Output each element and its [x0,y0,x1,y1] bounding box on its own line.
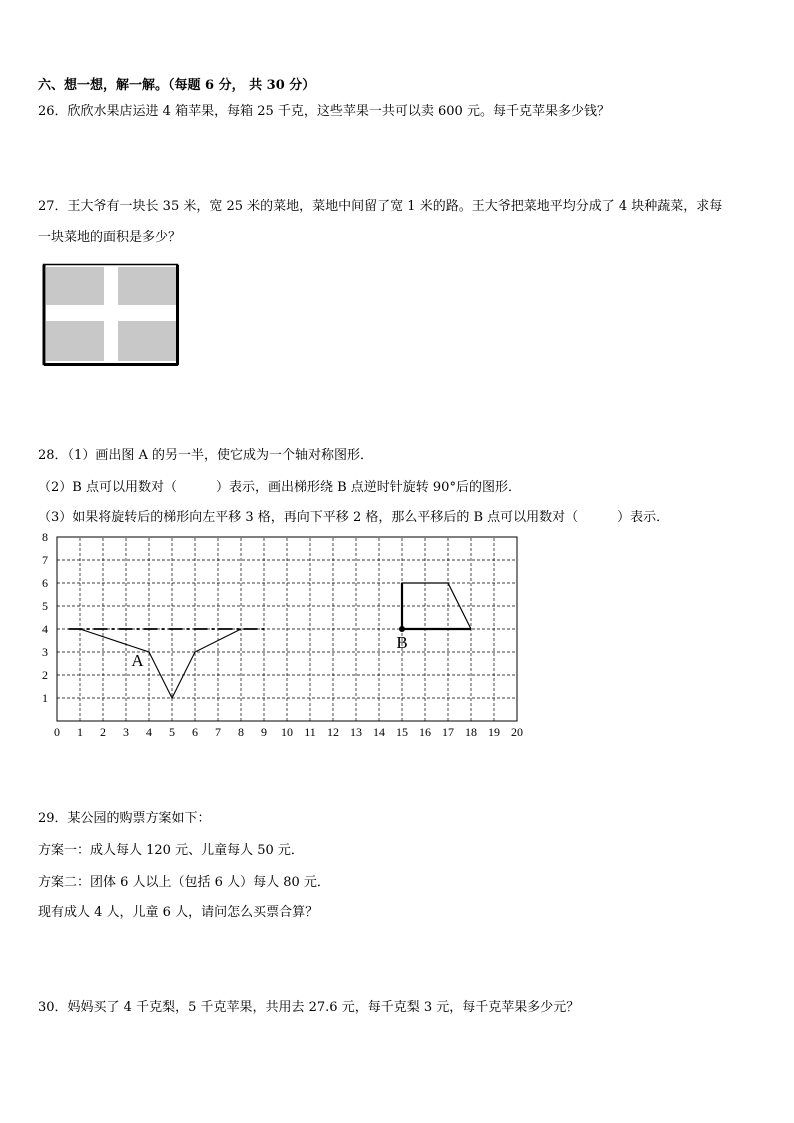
y-tick-label: 8 [42,530,48,544]
x-tick-label: 8 [238,725,244,739]
question-27-line2: 一块菜地的面积是多少？ [38,230,182,245]
y-tick-label: 7 [42,553,48,567]
y-tick-label: 4 [42,622,48,636]
x-tick-label: 4 [146,725,152,739]
x-tick-label: 15 [396,725,408,739]
question-27-line1: 27．王大爷有一块长 35 米，宽 25 米的菜地，菜地中间留了宽 1 米的路。王大爷把菜地平均分成了 4 块种蔬菜，求每 [38,199,723,214]
x-tick-label: 10 [281,725,293,739]
question-29-line3: 方案二：团体 6 人以上（包括 6 人）每人 80 元． [38,875,330,890]
question-29-line4: 现有成人 4 人，儿童 6 人，请问怎么买票合算？ [38,905,319,920]
x-tick-label: 2 [100,725,106,739]
x-tick-label: 17 [442,725,454,739]
x-tick-label: 12 [327,725,339,739]
x-tick-label: 19 [488,725,500,739]
x-tick-label: 7 [215,725,221,739]
x-tick-label: 18 [465,725,477,739]
plot-top-left [46,267,104,305]
question-29-line1: 29．某公园的购票方案如下： [38,811,211,826]
x-tick-label: 1 [77,725,83,739]
x-tick-label: 0 [54,725,60,739]
y-tick-label: 1 [42,691,48,705]
y-tick-label: 2 [42,668,48,682]
y-tick-label: 6 [42,576,48,590]
plot-top-right [118,267,176,305]
y-tick-label: 5 [42,599,48,613]
vegetable-field-diagram [42,263,179,366]
question-29-line2: 方案一：成人每人 120 元、儿童每人 50 元． [38,843,304,858]
section-heading: 六、想一想，解一解。（每题 6 分， 共 30 分） [38,78,316,93]
x-tick-label: 14 [373,725,385,739]
x-tick-label: 16 [419,725,431,739]
plot-bottom-right [118,321,176,361]
plot-bottom-left [46,321,104,361]
coordinate-grid [30,528,530,743]
x-tick-label: 20 [511,725,523,739]
question-28-line2: （2）B 点可以用数对（ ）表示，画出梯形绕 B 点逆时针旋转 90°后的图形． [38,480,521,495]
x-tick-label: 3 [123,725,129,739]
figure-a-label: A [131,650,144,670]
question-28-line1: 28．（1）画出图 A 的另一半，使它成为一个轴对称图形． [38,448,373,463]
question-26: 26．欣欣水果店运进 4 箱苹果，每箱 25 千克，这些苹果一共可以卖 600 元。每千克苹果多少钱？ [38,104,610,119]
point-b-label: B [396,633,408,652]
point-b [399,626,405,632]
x-tick-label: 13 [350,725,362,739]
y-tick-label: 3 [42,645,48,659]
question-28-line3: （3）如果将旋转后的梯形向左平移 3 格，再向下平移 2 格，那么平移后的 B 点可以用数对（ ）表示． [38,510,670,525]
figure-a-line [80,629,241,698]
question-30: 30．妈妈买了 4 千克梨，5 千克苹果，共用去 27.6 元，每千克梨 3 元，每千克苹果多少元？ [38,1000,580,1015]
x-tick-label: 9 [261,725,267,739]
x-tick-label: 6 [192,725,198,739]
x-tick-label: 5 [169,725,175,739]
x-tick-label: 11 [304,725,316,739]
